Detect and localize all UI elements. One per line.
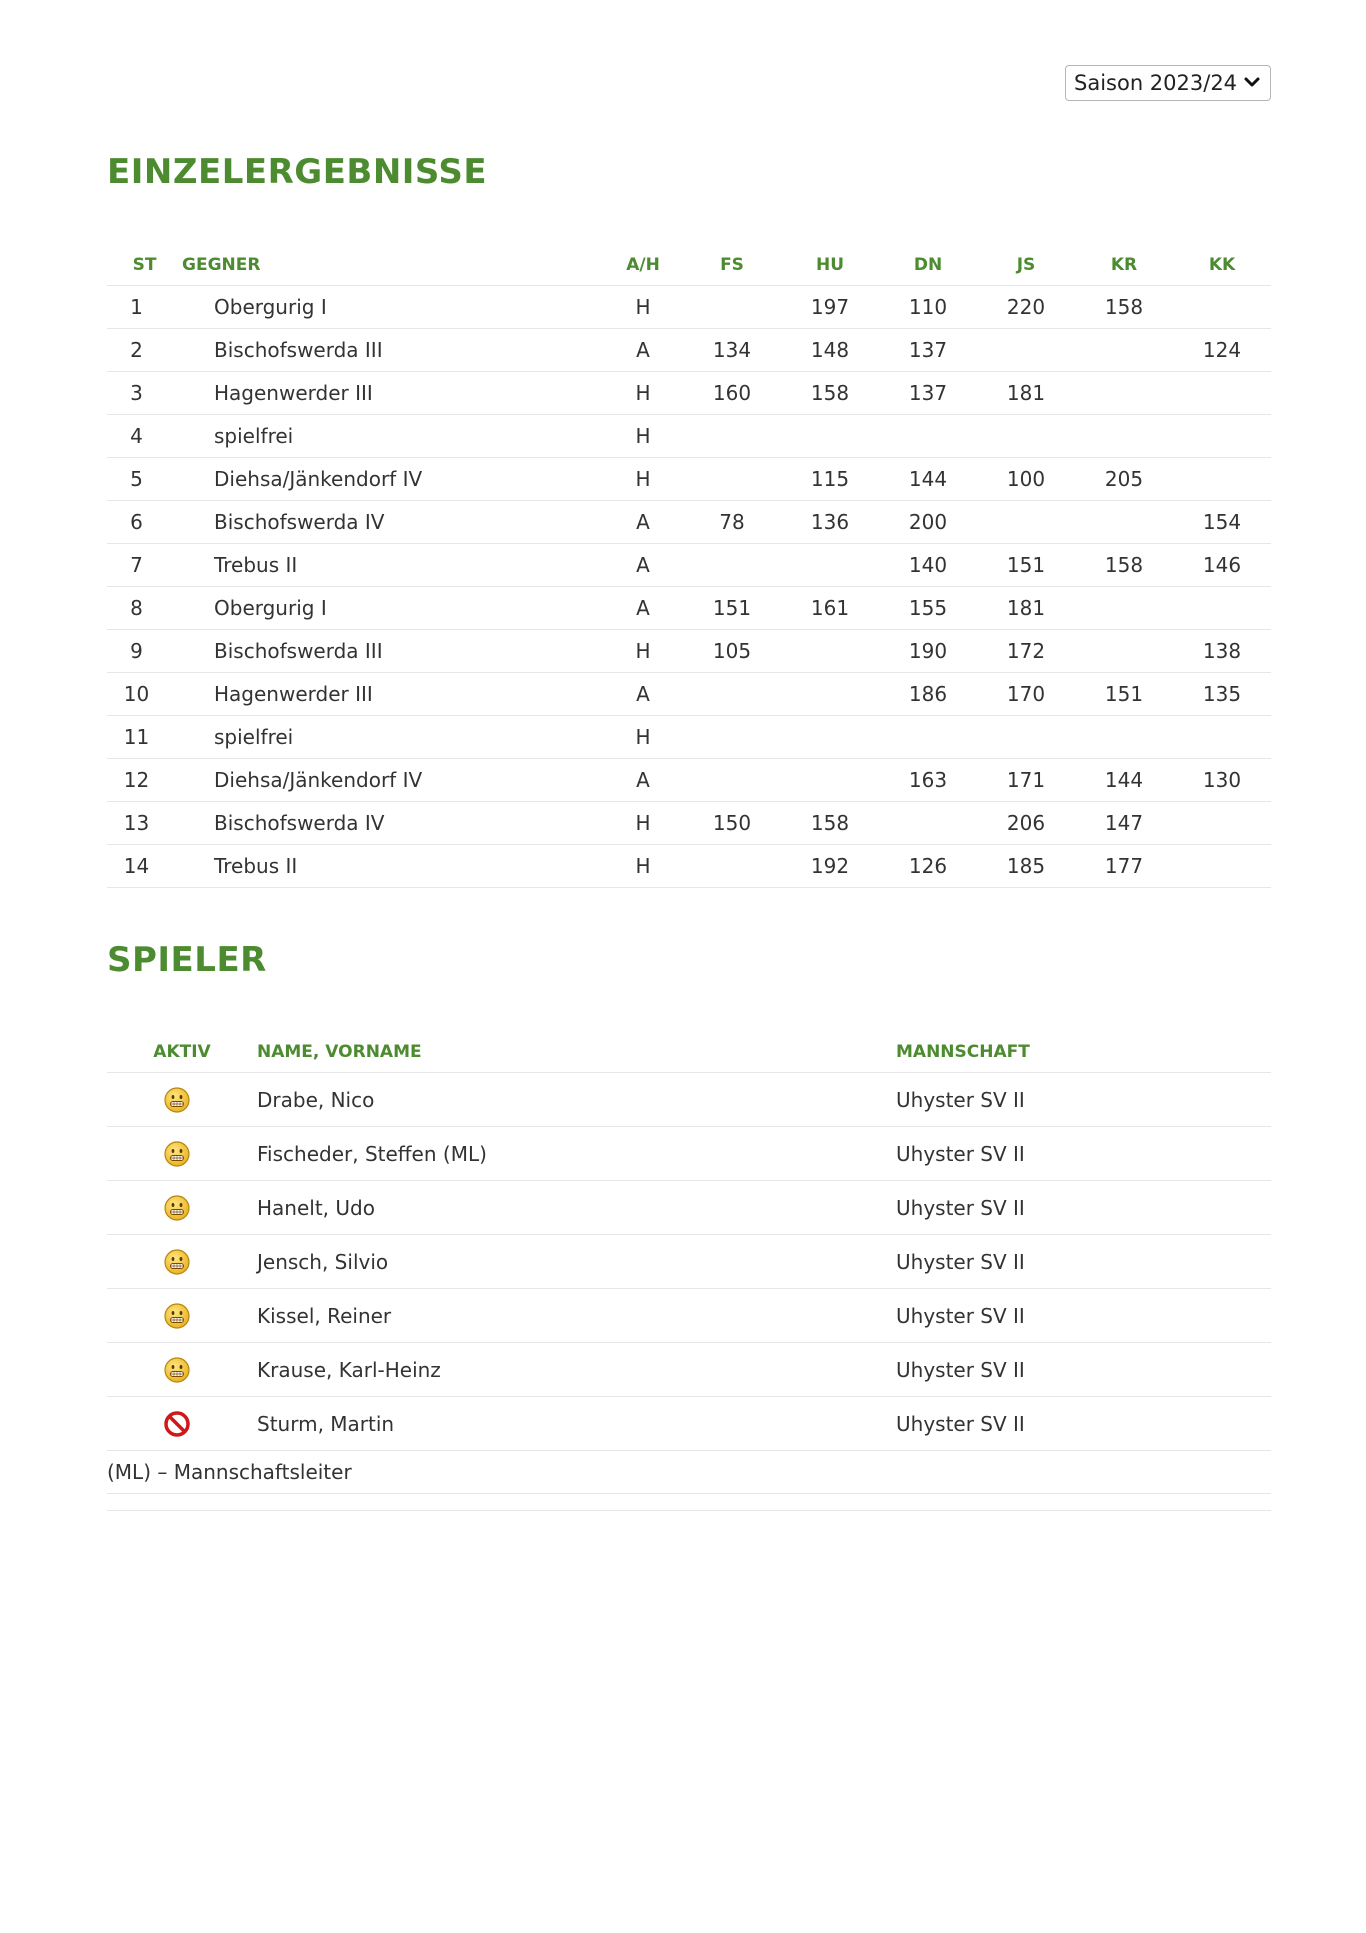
col-header-gegner: GEGNER <box>182 255 261 275</box>
cell-st: 11 <box>107 716 182 759</box>
results-table <box>107 245 1271 888</box>
col-header-team: MANNSCHAFT <box>896 1042 1030 1062</box>
cell-js: 181 <box>977 587 1075 630</box>
cell-kk: 124 <box>1173 329 1271 372</box>
cell-gegner: Bischofswerda IV <box>182 501 603 544</box>
cell-dn: 137 <box>879 329 977 372</box>
legend-row <box>107 1451 1271 1494</box>
cell-aktiv <box>107 1397 257 1451</box>
grinning-face-icon <box>163 1140 191 1168</box>
cell-hu <box>781 544 879 587</box>
cell-gegner: Hagenwerder III <box>182 673 603 716</box>
cell-dn: 126 <box>879 845 977 888</box>
cell-hu: 148 <box>781 329 879 372</box>
cell-gegner: Diehsa/Jänkendorf IV <box>182 759 603 802</box>
cell-kr <box>1075 716 1173 759</box>
table-row <box>107 759 1271 802</box>
col-header-st: ST <box>132 255 157 275</box>
cell-kr: 158 <box>1075 286 1173 329</box>
cell-js <box>977 329 1075 372</box>
cell-hu: 197 <box>781 286 879 329</box>
cell-dn: 163 <box>879 759 977 802</box>
season-select[interactable] <box>1065 65 1271 101</box>
table-row <box>107 716 1271 759</box>
cell-kk: 154 <box>1173 501 1271 544</box>
cell-name: Jensch, Silvio <box>257 1235 896 1289</box>
cell-dn: 110 <box>879 286 977 329</box>
cell-fs <box>683 544 781 587</box>
results-header-row <box>107 245 1271 286</box>
cell-fs <box>683 286 781 329</box>
cell-dn: 140 <box>879 544 977 587</box>
cell-hu: 158 <box>781 372 879 415</box>
cell-fs: 78 <box>683 501 781 544</box>
cell-kr: 144 <box>1075 759 1173 802</box>
cell-gegner: spielfrei <box>182 716 603 759</box>
cell-ah: A <box>603 673 683 716</box>
cell-dn <box>879 415 977 458</box>
cell-fs <box>683 415 781 458</box>
col-header-kr: KR <box>1110 255 1138 275</box>
cell-fs <box>683 759 781 802</box>
cell-dn <box>879 802 977 845</box>
cell-hu <box>781 673 879 716</box>
cell-hu: 161 <box>781 587 879 630</box>
cell-kr <box>1075 329 1173 372</box>
cell-aktiv <box>107 1343 257 1397</box>
cell-name: Drabe, Nico <box>257 1073 896 1127</box>
cell-team: Uhyster SV II <box>896 1397 1271 1451</box>
cell-dn: 186 <box>879 673 977 716</box>
cell-st: 14 <box>107 845 182 888</box>
list-item <box>107 1073 1271 1127</box>
table-row <box>107 415 1271 458</box>
results-heading: EINZELERGEBNISSE <box>107 152 488 192</box>
cell-st: 8 <box>107 587 182 630</box>
cell-aktiv <box>107 1127 257 1181</box>
cell-st: 7 <box>107 544 182 587</box>
cell-ah: A <box>603 501 683 544</box>
cell-fs: 150 <box>683 802 781 845</box>
divider <box>107 1510 1271 1511</box>
cell-js <box>977 501 1075 544</box>
cell-gegner: Obergurig I <box>182 587 603 630</box>
players-header-row <box>107 1032 1271 1073</box>
cell-kk <box>1173 845 1271 888</box>
table-row <box>107 501 1271 544</box>
table-row <box>107 372 1271 415</box>
cell-st: 5 <box>107 458 182 501</box>
cell-kr <box>1075 372 1173 415</box>
cell-dn: 144 <box>879 458 977 501</box>
cell-fs: 151 <box>683 587 781 630</box>
list-item <box>107 1235 1271 1289</box>
players-table <box>107 1032 1271 1494</box>
cell-fs: 134 <box>683 329 781 372</box>
cell-ah: H <box>603 802 683 845</box>
cell-js: 151 <box>977 544 1075 587</box>
col-header-aktiv: AKTIV <box>153 1042 211 1062</box>
cell-hu: 136 <box>781 501 879 544</box>
cell-js: 170 <box>977 673 1075 716</box>
cell-ah: A <box>603 587 683 630</box>
table-row <box>107 458 1271 501</box>
cell-hu <box>781 759 879 802</box>
table-row <box>107 329 1271 372</box>
cell-kk: 146 <box>1173 544 1271 587</box>
cell-team: Uhyster SV II <box>896 1235 1271 1289</box>
cell-hu: 192 <box>781 845 879 888</box>
list-item <box>107 1397 1271 1451</box>
table-row <box>107 673 1271 716</box>
cell-fs <box>683 845 781 888</box>
cell-team: Uhyster SV II <box>896 1181 1271 1235</box>
cell-name: Fischeder, Steffen (ML) <box>257 1127 896 1181</box>
cell-kr: 205 <box>1075 458 1173 501</box>
cell-kr <box>1075 587 1173 630</box>
grinning-face-icon <box>163 1194 191 1222</box>
cell-js <box>977 716 1075 759</box>
cell-dn: 137 <box>879 372 977 415</box>
cell-fs: 105 <box>683 630 781 673</box>
table-row <box>107 544 1271 587</box>
grinning-face-icon <box>163 1302 191 1330</box>
cell-team: Uhyster SV II <box>896 1343 1271 1397</box>
grinning-face-icon <box>163 1356 191 1384</box>
cell-st: 12 <box>107 759 182 802</box>
cell-kr: 158 <box>1075 544 1173 587</box>
cell-hu: 158 <box>781 802 879 845</box>
table-row <box>107 286 1271 329</box>
cell-st: 1 <box>107 286 182 329</box>
cell-ah: A <box>603 544 683 587</box>
cell-st: 3 <box>107 372 182 415</box>
cell-gegner: Diehsa/Jänkendorf IV <box>182 458 603 501</box>
col-header-hu: HU <box>815 255 845 275</box>
cell-kk: 130 <box>1173 759 1271 802</box>
col-header-kk: KK <box>1208 255 1236 275</box>
cell-aktiv <box>107 1289 257 1343</box>
players-heading: SPIELER <box>107 940 267 980</box>
cell-st: 4 <box>107 415 182 458</box>
cell-hu <box>781 415 879 458</box>
cell-ah: H <box>603 415 683 458</box>
cell-js <box>977 415 1075 458</box>
cell-name: Sturm, Martin <box>257 1397 896 1451</box>
cell-gegner: Obergurig I <box>182 286 603 329</box>
cell-st: 2 <box>107 329 182 372</box>
cell-kr: 177 <box>1075 845 1173 888</box>
grinning-face-icon <box>163 1248 191 1276</box>
cell-hu <box>781 630 879 673</box>
cell-fs <box>683 458 781 501</box>
cell-ah: H <box>603 630 683 673</box>
legend-note: (ML) – Mannschaftsleiter <box>107 1451 1271 1494</box>
cell-kk <box>1173 587 1271 630</box>
cell-st: 10 <box>107 673 182 716</box>
cell-st: 13 <box>107 802 182 845</box>
cell-hu: 115 <box>781 458 879 501</box>
cell-dn: 190 <box>879 630 977 673</box>
cell-st: 9 <box>107 630 182 673</box>
cell-kk <box>1173 716 1271 759</box>
cell-gegner: spielfrei <box>182 415 603 458</box>
cell-gegner: Bischofswerda III <box>182 630 603 673</box>
cell-name: Kissel, Reiner <box>257 1289 896 1343</box>
cell-ah: H <box>603 286 683 329</box>
chevron-down-icon <box>1242 72 1262 92</box>
cell-kr <box>1075 501 1173 544</box>
cell-ah: H <box>603 372 683 415</box>
grinning-face-icon <box>163 1086 191 1114</box>
cell-ah: A <box>603 329 683 372</box>
col-header-name: NAME, VORNAME <box>257 1042 422 1062</box>
cell-kr: 147 <box>1075 802 1173 845</box>
list-item <box>107 1181 1271 1235</box>
list-item <box>107 1343 1271 1397</box>
cell-gegner: Trebus II <box>182 845 603 888</box>
cell-st: 6 <box>107 501 182 544</box>
cell-js: 172 <box>977 630 1075 673</box>
table-row <box>107 587 1271 630</box>
list-item <box>107 1127 1271 1181</box>
cell-dn: 155 <box>879 587 977 630</box>
cell-kr <box>1075 415 1173 458</box>
col-header-js: JS <box>1016 255 1036 275</box>
col-header-fs: FS <box>720 255 744 275</box>
cell-kr <box>1075 630 1173 673</box>
cell-js: 181 <box>977 372 1075 415</box>
cell-js: 206 <box>977 802 1075 845</box>
table-row <box>107 802 1271 845</box>
table-row <box>107 630 1271 673</box>
cell-kk <box>1173 458 1271 501</box>
cell-aktiv <box>107 1181 257 1235</box>
cell-kk <box>1173 415 1271 458</box>
cell-fs <box>683 716 781 759</box>
prohibited-icon <box>163 1410 191 1438</box>
cell-ah: H <box>603 845 683 888</box>
cell-js: 220 <box>977 286 1075 329</box>
col-header-ah: A/H <box>626 255 660 275</box>
cell-gegner: Trebus II <box>182 544 603 587</box>
cell-name: Krause, Karl-Heinz <box>257 1343 896 1397</box>
cell-ah: H <box>603 458 683 501</box>
cell-kk <box>1173 286 1271 329</box>
cell-gegner: Bischofswerda III <box>182 329 603 372</box>
cell-name: Hanelt, Udo <box>257 1181 896 1235</box>
cell-fs: 160 <box>683 372 781 415</box>
cell-kk: 135 <box>1173 673 1271 716</box>
cell-kk <box>1173 802 1271 845</box>
cell-aktiv <box>107 1073 257 1127</box>
cell-ah: H <box>603 716 683 759</box>
cell-ah: A <box>603 759 683 802</box>
cell-hu <box>781 716 879 759</box>
cell-gegner: Bischofswerda IV <box>182 802 603 845</box>
cell-fs <box>683 673 781 716</box>
cell-js: 100 <box>977 458 1075 501</box>
cell-kk <box>1173 372 1271 415</box>
list-item <box>107 1289 1271 1343</box>
cell-kk: 138 <box>1173 630 1271 673</box>
cell-team: Uhyster SV II <box>896 1127 1271 1181</box>
cell-gegner: Hagenwerder III <box>182 372 603 415</box>
cell-dn <box>879 716 977 759</box>
cell-aktiv <box>107 1235 257 1289</box>
cell-team: Uhyster SV II <box>896 1289 1271 1343</box>
cell-js: 171 <box>977 759 1075 802</box>
col-header-dn: DN <box>913 255 943 275</box>
season-select-value: Saison 2023/24 <box>1074 71 1238 95</box>
cell-js: 185 <box>977 845 1075 888</box>
cell-dn: 200 <box>879 501 977 544</box>
table-row <box>107 845 1271 888</box>
cell-team: Uhyster SV II <box>896 1073 1271 1127</box>
cell-kr: 151 <box>1075 673 1173 716</box>
